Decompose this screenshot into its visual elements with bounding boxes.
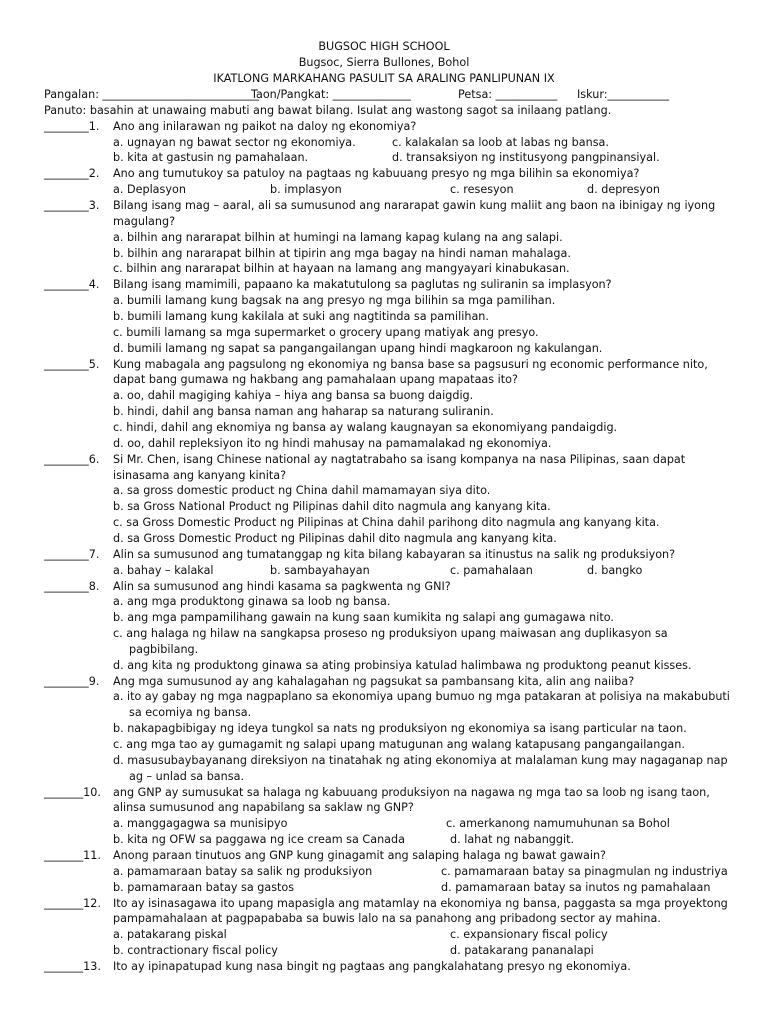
question-13-text: Ito ay ipinapatupad kung nasa bingit ng pagtaas ang pangkalahatang presyo ng ekonomiya.	[113, 960, 631, 973]
q10-choice-c: c. amerkanong namumuhunan sa Bohol	[446, 817, 670, 830]
q5-choice-c: c. hindi, dahil ang eknomiya ng bansa ay walang kaugnayan sa ekonomiyang pandaigdig.	[113, 421, 618, 434]
answer-blank-3[interactable]: ________3.	[44, 199, 100, 212]
q6-choice-c: c. sa Gross Domestic Product ng Pilipinas at China dahil parihong dito nagmula ang kanyang kita.	[113, 516, 660, 529]
date-field[interactable]: Petsa: ___________	[458, 88, 558, 101]
question-12-text: Ito ay isinasagawa ito upang mapasigla ang matamlay na ekonomiya ng bansa, paggasta sa mga proyektong	[113, 897, 728, 910]
instructions: Panuto: basahin at unawaing mabuti ang bawat bilang. Isulat ang wastong sagot sa inilaang patlang.	[44, 104, 612, 117]
q5-choice-b: b. hindi, dahil ang bansa naman ang haharap sa naturang suliranin.	[113, 405, 494, 418]
q4-choice-b: b. bumili lamang kung kakilala at suki ang nagtitinda sa pamilihan.	[113, 310, 489, 323]
question-6-text: Si Mr. Chen, isang Chinese national ay nagtatrabaho sa isang kompanya na nasa Pilipinas, saan dapat	[113, 453, 686, 466]
question-11-text: Anong paraan tinutuos ang GNP kung ginagamit ang salaping halaga ng bawat gawain?	[113, 849, 606, 862]
q8-choice-a: a. ang mga produktong ginawa sa loob ng bansa.	[113, 595, 391, 608]
answer-blank-1[interactable]: ________1.	[44, 120, 100, 133]
q2-choice-b: b. implasyon	[270, 183, 342, 196]
q7-choice-a: a. bahay – kalakal	[113, 564, 214, 577]
question-4-text: Bilang isang mamimili, papaano ka makatutulong sa paglutas ng suliranin sa implasyon?	[113, 278, 612, 291]
q2-choice-d: d. depresyon	[587, 183, 660, 196]
q10-choice-d: d. lahat ng nabanggit.	[450, 833, 575, 846]
question-3-text-cont: magulang?	[113, 215, 176, 228]
q8-choice-c: c. ang halaga ng hilaw na sangkapsa proseso ng produksiyon upang maiwasan ang duplikasyon sa	[113, 627, 668, 640]
q9-choice-d: d. masusubaybayanang direksiyon na tinatahak ng ating ekonomiya at malalaman kung may nagaganap nap	[113, 754, 728, 767]
q10-choice-a: a. manggagagwa sa munisipyo	[113, 817, 288, 830]
q12-choice-b: b. contractionary fiscal policy	[113, 944, 278, 957]
q6-choice-d: d. sa Gross Domestic Product ng Pilipinas dahil dito nagmula ang kanyang kita.	[113, 532, 557, 545]
q12-choice-a: a. patakarang piskal	[113, 928, 227, 941]
year-section-field[interactable]: Taon/Pangkat: ______________	[251, 88, 411, 101]
question-5-text-cont: dapat bang gumawa ng hakbang ang pamahalaan upang mapataas ito?	[113, 373, 518, 386]
q10-choice-b: b. kita ng OFW sa paggawa ng ice cream sa Canada	[113, 833, 405, 846]
q4-choice-a: a. bumili lamang kung bagsak na ang presyo ng mga bilihin sa mga pamilihan.	[113, 294, 556, 307]
q9-choice-b: b. nakapagbibigay ng ideya tungkol sa nats ng produksiyon ng ekonomiya sa isang particular na taon.	[113, 722, 687, 735]
score-field[interactable]: Iskur:___________	[577, 88, 670, 101]
q9-choice-a: a. ito ay gabay ng mga nagpaplano sa ekonomiya upang bumuo ng mga patakaran at polisiya na makabubuti	[113, 690, 730, 703]
school-name: BUGSOC HIGH SCHOOL	[318, 40, 450, 53]
answer-blank-12[interactable]: _______12.	[44, 897, 101, 910]
school-address: Bugsoc, Sierra Bullones, Bohol	[298, 56, 470, 69]
q7-choice-c: c. pamahalaan	[450, 564, 533, 577]
answer-blank-8[interactable]: ________8.	[44, 580, 100, 593]
question-10-text-cont: alinsa sumusunod ang napabilang sa saklaw ng GNP?	[113, 801, 414, 814]
q3-choice-b: b. bilhin ang nararapat bilhin at tipirin ang mga bagay na hindi naman mahalaga.	[113, 247, 571, 260]
q11-choice-d: d. pamamaraan batay sa inutos ng pamahalaan	[441, 881, 711, 894]
answer-blank-4[interactable]: ________4.	[44, 278, 100, 291]
q7-choice-b: b. sambayahayan	[270, 564, 370, 577]
q8-choice-b: b. ang mga pampamilihang gawain na kung saan kumikita ng salapi ang gumagawa nito.	[113, 611, 614, 624]
q9-choice-c: c. ang mga tao ay gumagamit ng salapi upang matugunan ang walang katapusang pangangailangan.	[113, 738, 685, 751]
answer-blank-9[interactable]: ________9.	[44, 675, 100, 688]
question-2-text: Ano ang tumutukoy sa patuloy na pagtaas ng kabuuang presyo ng mga bilihin sa ekonomiya?	[113, 167, 640, 180]
question-10-text: ang GNP ay sumusukat sa halaga ng kabuuang produksiyon na nagawa ng mga tao sa loob ng isang taon,	[113, 786, 710, 799]
question-7-text: Alin sa sumusunod ang tumatanggap ng kita bilang kabayaran sa itinustus na salik ng produksiyon?	[113, 548, 676, 561]
q4-choice-d: d. bumili lamang ng sapat sa pangangailangan upang hindi magkaroon ng kakulangan.	[113, 342, 603, 355]
question-6-text-cont: isinasama ang kanyang kinita?	[113, 469, 287, 482]
q11-choice-a: a. pamamaraan batay sa salik ng produksiyon	[113, 865, 373, 878]
answer-blank-2[interactable]: ________2.	[44, 167, 100, 180]
q2-choice-a: a. Deplasyon	[113, 183, 186, 196]
question-1-text: Ano ang inilarawan ng paikot na daloy ng ekonomiya?	[113, 120, 417, 133]
q6-choice-a: a. sa gross domestic product ng China dahil mamamayan siya dito.	[113, 484, 491, 497]
q9-choice-a-cont: sa ecomiya ng bansa.	[129, 706, 252, 719]
name-field[interactable]: Pangalan: ____________________________	[44, 88, 260, 101]
q1-choice-b: b. kita at gastusin ng pamahalaan.	[113, 151, 309, 164]
q12-choice-c: c. expansionary fiscal policy	[450, 928, 608, 941]
q5-choice-d: d. oo, dahil repleksiyon ito ng hindi mahusay na pamamalakad ng ekonomiya.	[113, 437, 552, 450]
answer-blank-13[interactable]: _______13.	[44, 960, 101, 973]
q1-choice-a: a. ugnayan ng bawat sector ng ekonomiya.	[113, 136, 356, 149]
answer-blank-5[interactable]: ________5.	[44, 358, 100, 371]
q2-choice-c: c. resesyon	[450, 183, 514, 196]
answer-blank-11[interactable]: _______11.	[44, 849, 101, 862]
q3-choice-c: c. bilhin ang nararapat bilhin at hayaan na lamang ang mangyayari kinabukasan.	[113, 262, 570, 275]
q12-choice-d: d. patakarang pananalapi	[450, 944, 594, 957]
exam-title: IKATLONG MARKAHANG PASULIT SA ARALING PANLIPUNAN IX	[213, 72, 555, 85]
question-3-text: Bilang isang mag – aaral, ali sa sumusunod ang nararapat gawin kung maliit ang baon na ibinigay ng iyong	[113, 199, 716, 212]
question-5-text: Kung mabagala ang pagsulong ng ekonomiya ng bansa base sa pagsusuri ng economic performance nito,	[113, 358, 708, 371]
q6-choice-b: b. sa Gross National Product ng Pilipinas dahil dito nagmula ang kanyang kita.	[113, 500, 551, 513]
answer-blank-7[interactable]: ________7.	[44, 548, 100, 561]
q9-choice-d-cont: ag – unlad sa bansa.	[129, 770, 244, 783]
question-8-text: Alin sa sumusunod ang hindi kasama sa pagkwenta ng GNI?	[113, 580, 451, 593]
q11-choice-b: b. pamamaraan batay sa gastos	[113, 881, 295, 894]
question-9-text: Ang mga sumusunod ay ang kahalagahan ng pagsukat sa pambansang kita, alin ang naiiba?	[113, 675, 635, 688]
q8-choice-d: d. ang kita ng produktong ginawa sa ating probinsiya katulad halimbawa ng produktong peanut kisses.	[113, 659, 692, 672]
answer-blank-6[interactable]: ________6.	[44, 453, 100, 466]
q3-choice-a: a. bilhin ang nararapat bilhin at humingi na lamang kapag kulang na ang salapi.	[113, 231, 563, 244]
q11-choice-c: c. pamamaraan batay sa pinagmulan ng industriya	[441, 865, 728, 878]
q1-choice-d: d. transaksiyon ng institusyong pangpinansiyal.	[392, 151, 660, 164]
q7-choice-d: d. bangko	[587, 564, 643, 577]
q4-choice-c: c. bumili lamang sa mga supermarket o grocery upang matiyak ang presyo.	[113, 326, 539, 339]
q5-choice-a: a. oo, dahil magiging kahiya – hiya ang bansa sa buong daigdig.	[113, 389, 474, 402]
q8-choice-c-cont: pagbibilang.	[129, 643, 199, 656]
question-12-text-cont: pampamahalaan at pagpapababa sa buwis lalo na sa panahong ang pribadong sector ay mahina.	[113, 912, 661, 925]
answer-blank-10[interactable]: _______10.	[44, 786, 101, 799]
q1-choice-c: c. kalakalan sa loob at labas ng bansa.	[392, 136, 609, 149]
